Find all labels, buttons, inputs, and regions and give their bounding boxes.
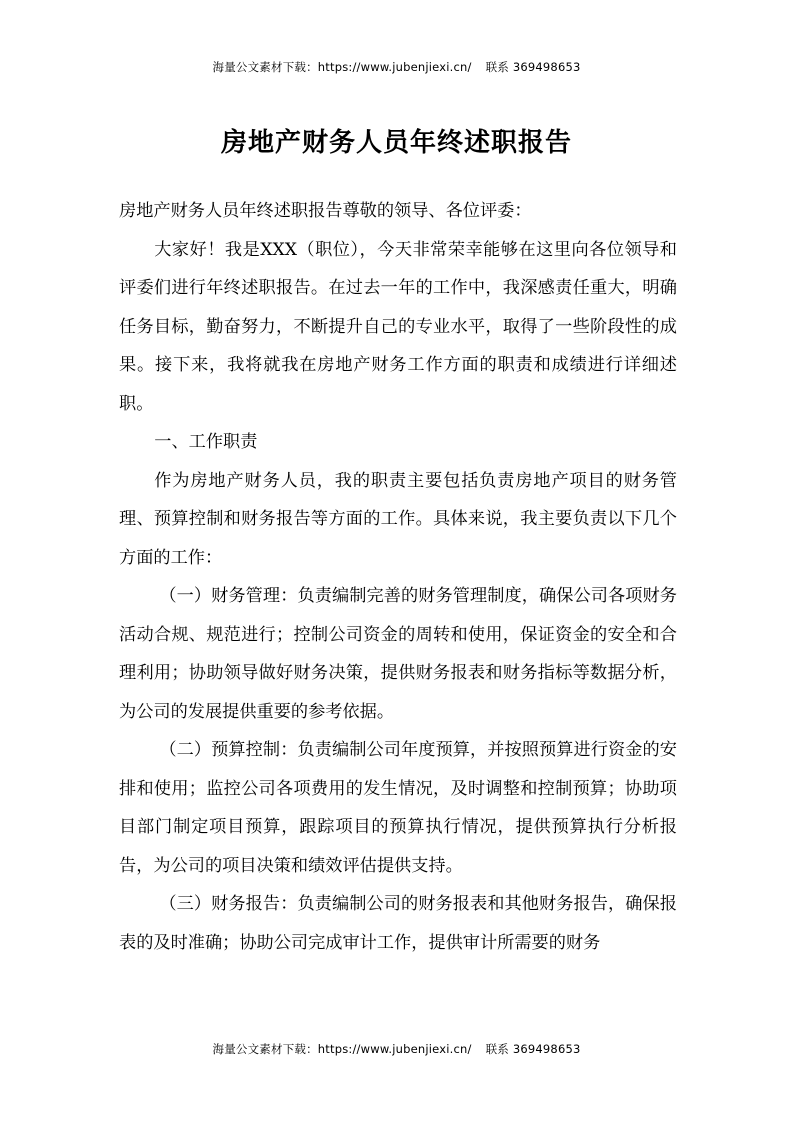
paragraph-budget-control: （二）预算控制：负责编制公司年度预算，并按照预算进行资金的安排和使用；监控公司各项费用的发生情况，及时调整和控制预算；协助项目部门制定项目预算，跟踪项目的预算执行情况，提供预算执行分析报告，为公司的项目决策和绩效评估提供支持。 bbox=[119, 740, 677, 876]
paragraph-financial-reporting: （三）财务报告：负责编制公司的财务报表和其他财务报告，确保报表的及时准确；协助公司完成审计工作，提供审计所需要的财务 bbox=[119, 894, 677, 953]
document-body bbox=[119, 192, 677, 962]
section-heading-duties: 一、工作职责 bbox=[154, 432, 258, 452]
page-footer bbox=[0, 1041, 793, 1057]
footer-text: 海量公文素材下载：https://www.jubenjiexi.cn/ bbox=[212, 1042, 472, 1056]
paragraph-salutation: 房地产财务人员年终述职报告尊敬的领导、各位评委： bbox=[119, 201, 532, 221]
header-text: 海量公文素材下载：https://www.jubenjiexi.cn/ bbox=[212, 60, 472, 74]
paragraph-financial-management: （一）财务管理：负责编制完善的财务管理制度，确保公司各项财务活动合规、规范进行；控制公司资金的周转和使用，保证资金的安全和合理利用；协助领导做好财务决策，提供财务报表和财务指标等数据分析，为公司的发展提供重要的参考依据。 bbox=[119, 586, 677, 722]
header-contact: 联系 369498653 bbox=[485, 60, 581, 74]
paragraph-intro: 大家好！我是XXX（职位），今天非常荣幸能够在这里向各位领导和评委们进行年终述职报告。在过去一年的工作中，我深感责任重大，明确任务目标，勤奋努力，不断提升自己的专业水平，取得了一些阶段性的成果。接下来，我将就我在房地产财务工作方面的职责和成绩进行详细述职。 bbox=[119, 239, 677, 414]
paragraph-duties-overview: 作为房地产财务人员，我的职责主要包括负责房地产项目的财务管理、预算控制和财务报告等方面的工作。具体来说，我主要负责以下几个方面的工作： bbox=[119, 470, 677, 568]
document-title: 房地产财务人员年终述职报告 bbox=[220, 128, 572, 158]
footer-contact: 联系 369498653 bbox=[485, 1042, 581, 1056]
page-header bbox=[0, 59, 793, 75]
